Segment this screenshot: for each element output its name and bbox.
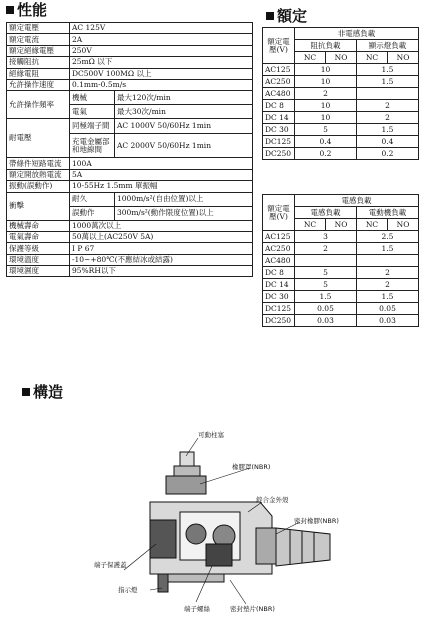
value-cell: 0.05 <box>357 303 419 315</box>
spec-label: 允許操作頻率 <box>7 91 70 119</box>
voltage-cell: DC125 <box>263 136 295 148</box>
value-cell: 2 <box>357 267 419 279</box>
spec-sublabel: 誤動作 <box>70 206 115 220</box>
value-cell: 1.5 <box>357 291 419 303</box>
spec-value: I P 67 <box>70 243 253 254</box>
value-cell: 10 <box>295 76 357 88</box>
base-plate <box>168 574 224 582</box>
label-indicator: 指示燈 <box>118 586 138 594</box>
column-header: 電感負載 <box>295 207 357 219</box>
spec-sublabel: 耐久 <box>70 192 115 206</box>
label-housing: 鋅合金外殼 <box>256 496 289 504</box>
spec-sublabel: 同極端子間 <box>70 119 115 134</box>
voltage-cell: DC250 <box>263 148 295 160</box>
nc-header: NC <box>357 219 388 231</box>
spec-value: 5A <box>70 169 253 180</box>
spec-value: 2A <box>70 34 253 45</box>
value-cell: 1.5 <box>357 243 419 255</box>
no-header: NO <box>326 52 357 64</box>
no-header: NO <box>388 52 419 64</box>
spec-label: 允許操作速度 <box>7 79 70 90</box>
voltage-header: 額定電壓(V) <box>263 195 295 231</box>
spec-value: 最大30次/min <box>115 105 253 119</box>
spec-label: 耐電壓 <box>7 119 70 158</box>
column-header: 電動機負載 <box>357 207 419 219</box>
label-gasket: 密封墊片(NBR) <box>230 605 275 613</box>
spec-label: 保護等級 <box>7 243 70 254</box>
spec-sublabel: 充電金屬部和地線間 <box>70 134 115 158</box>
spec-sublabel: 機械 <box>70 91 115 105</box>
label-terminal-screw: 端子螺絲 <box>184 605 210 613</box>
spec-value: 25mΩ 以下 <box>70 57 253 68</box>
spec-label: 額定開放熱電流 <box>7 169 70 180</box>
value-cell: 2 <box>357 279 419 291</box>
spec-label: 絕緣電阻 <box>7 68 70 79</box>
structure-header-text: 構造 <box>33 383 64 401</box>
spec-label: 衝擊 <box>7 192 70 220</box>
spec-label: 帶條件短路電流 <box>7 158 70 169</box>
spec-label: 額定電流 <box>7 34 70 45</box>
spec-label: 額定電壓 <box>7 23 70 34</box>
value-cell: 3 <box>295 231 357 243</box>
value-cell: 1.5 <box>357 64 419 76</box>
spec-value: 95%RH以下 <box>70 266 253 277</box>
value-cell: 1.5 <box>357 76 419 88</box>
label-rubber-cap: 橡膠罩(NBR) <box>232 463 271 471</box>
voltage-cell: AC480 <box>263 88 295 100</box>
value-cell: 1.5 <box>357 124 419 136</box>
load-group-header: 電感負載 <box>295 195 419 207</box>
spec-value: -10~+80℃(不應結冰或結露) <box>70 254 253 265</box>
voltage-cell: AC250 <box>263 76 295 88</box>
nc-header: NC <box>357 52 388 64</box>
value-cell: 0.4 <box>357 136 419 148</box>
load-group-header: 非電感負載 <box>295 28 419 40</box>
contact-left <box>186 524 206 544</box>
spec-label: 機械壽命 <box>7 220 70 231</box>
value-cell: 2.5 <box>357 231 419 243</box>
spec-value: AC 2000V 50/60Hz 1min <box>115 134 253 158</box>
spec-value: 1000m/s²(自由位置)以上 <box>115 192 253 206</box>
voltage-cell: AC125 <box>263 231 295 243</box>
spec-value: DC500V 100MΩ 以上 <box>70 68 253 79</box>
spec-value: 1000萬次以上 <box>70 220 253 231</box>
value-cell: 5 <box>295 279 357 291</box>
value-cell: 10 <box>295 100 357 112</box>
voltage-header: 額定電壓(V) <box>263 28 295 64</box>
label-seal: 密封橡膠(NBR) <box>294 517 339 525</box>
spec-label: 振動(誤動作) <box>7 181 70 192</box>
voltage-cell: AC480 <box>263 255 295 267</box>
spec-value: AC 1000V 50/60Hz 1min <box>115 119 253 134</box>
spec-value: AC 125V <box>70 23 253 34</box>
spec-label: 接觸阻抗 <box>7 57 70 68</box>
value-cell: 10 <box>295 112 357 124</box>
voltage-cell: DC 8 <box>263 100 295 112</box>
value-cell: 1.5 <box>295 291 357 303</box>
value-cell: 2 <box>357 112 419 124</box>
nc-header: NC <box>295 52 326 64</box>
value-cell: 10 <box>295 64 357 76</box>
value-cell: 2 <box>295 88 357 100</box>
value-cell: 2 <box>295 243 357 255</box>
value-cell: 0.03 <box>357 315 419 327</box>
voltage-cell: AC125 <box>263 64 295 76</box>
spec-label: 額定絕緣電壓 <box>7 45 70 56</box>
column-header: 阻抗負載 <box>295 40 357 52</box>
performance-header-text: 性能 <box>17 1 48 19</box>
plunger-body <box>166 476 206 494</box>
spec-value: 0.1mm-0.5m/s <box>70 79 253 90</box>
spec-label: 環境濕度 <box>7 266 70 277</box>
value-cell: 0.05 <box>295 303 357 315</box>
column-header: 顯示燈負載 <box>357 40 419 52</box>
nc-header: NC <box>295 219 326 231</box>
spec-value: 100A <box>70 158 253 169</box>
terminal-cover <box>150 520 176 558</box>
spec-value: 50萬以上(AC250V 5A) <box>70 231 253 242</box>
label-plunger: 可動柱塞 <box>198 431 224 439</box>
voltage-cell: DC250 <box>263 315 295 327</box>
terminal-block <box>206 544 232 566</box>
value-cell: 0.03 <box>295 315 357 327</box>
value-cell: 5 <box>295 124 357 136</box>
voltage-cell: DC125 <box>263 303 295 315</box>
spec-value: 10-55Hz 1.5mm 單振幅 <box>70 181 253 192</box>
spec-value: 250V <box>70 45 253 56</box>
indicator-lamp <box>158 574 168 592</box>
cable-gland <box>276 528 330 566</box>
gland-base <box>256 528 276 564</box>
spec-label: 環境溫度 <box>7 254 70 265</box>
label-terminal-cover: 端子保護蓋 <box>94 561 127 569</box>
plunger-collar <box>174 466 200 476</box>
value-cell: 2 <box>357 100 419 112</box>
value-cell: 0.2 <box>295 148 357 160</box>
value-cell: 5 <box>295 267 357 279</box>
leader-line <box>230 580 246 604</box>
spec-value: 最大120次/min <box>115 91 253 105</box>
spec-value: 300m/s²(動作限度位置)以上 <box>115 206 253 220</box>
spec-label: 電氣壽命 <box>7 231 70 242</box>
spec-sublabel: 電氣 <box>70 105 115 119</box>
voltage-cell: DC 14 <box>263 112 295 124</box>
voltage-cell: DC 30 <box>263 124 295 136</box>
no-header: NO <box>326 219 357 231</box>
value-cell: 0.4 <box>295 136 357 148</box>
voltage-cell: DC 14 <box>263 279 295 291</box>
no-header: NO <box>388 219 419 231</box>
rating-header-text: 額定 <box>277 7 308 25</box>
voltage-cell: DC 8 <box>263 267 295 279</box>
voltage-cell: AC250 <box>263 243 295 255</box>
value-cell: 0.2 <box>357 148 419 160</box>
voltage-cell: DC 30 <box>263 291 295 303</box>
